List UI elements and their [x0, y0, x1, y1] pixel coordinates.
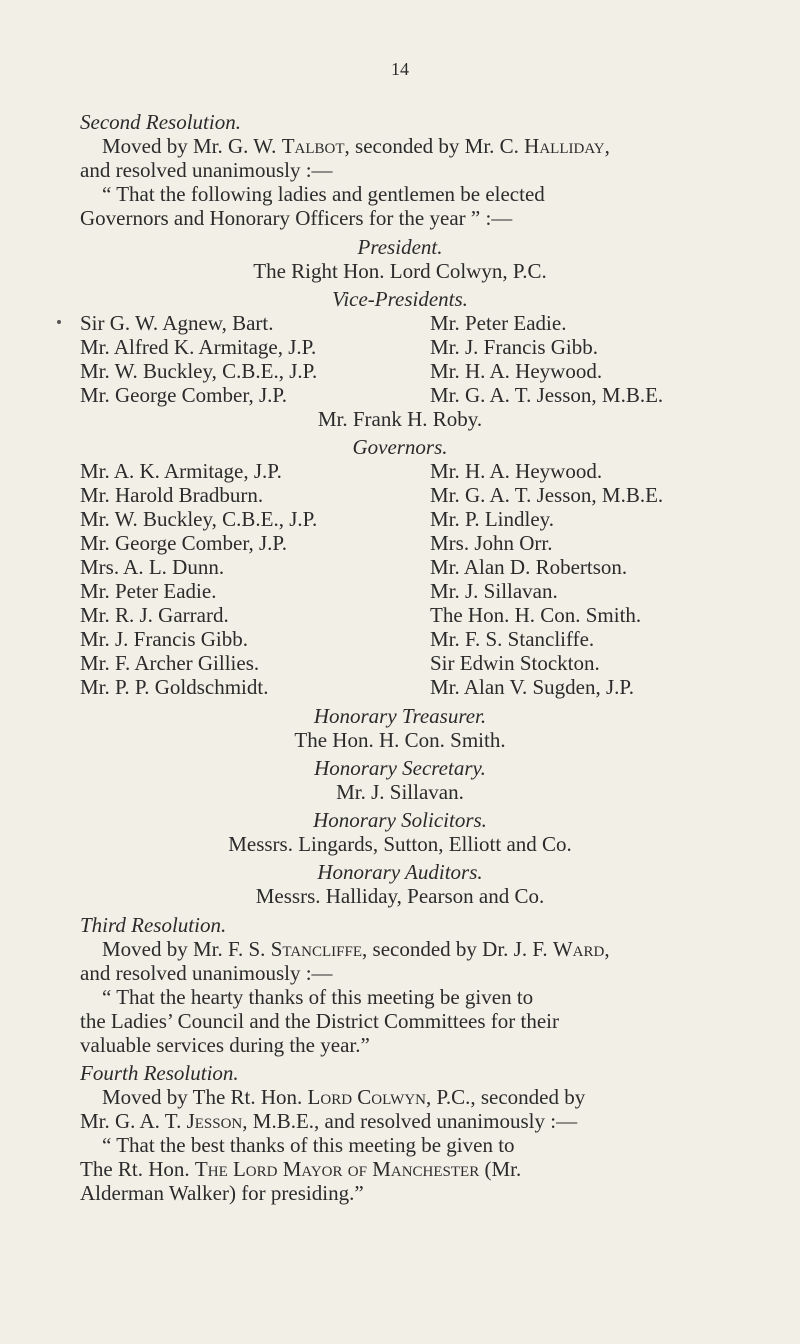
vice-president-left: Mr. George Comber, J.P.: [80, 383, 288, 407]
fourth-resolution-moved-line: Moved by The Rt. Hon. Lord Colwyn, P.C., seconded by: [102, 1085, 586, 1109]
governor-right: The Hon. H. Con. Smith.: [430, 603, 642, 627]
officer-heading: Honorary Auditors.: [317, 860, 483, 884]
officer-heading: Honorary Treasurer.: [313, 704, 487, 728]
mover-name: Stancliffe: [270, 937, 363, 961]
vice-president-right: Mr. J. Francis Gibb.: [430, 335, 598, 359]
governor-right: Mr. G. A. T. Jesson, M.B.E.: [430, 483, 664, 507]
governor-left: Mrs. A. L. Dunn.: [80, 555, 225, 579]
third-resolution-heading: Third Resolution.: [80, 913, 227, 937]
fourth-resolution-quote-line: “ That the best thanks of this meeting be given to: [102, 1133, 515, 1157]
second-resolution-resolved-line: and resolved unanimously :—: [80, 158, 333, 182]
governor-left: Mr. J. Francis Gibb.: [80, 627, 248, 651]
officer-heading: Honorary Solicitors.: [313, 808, 487, 832]
governor-left: Mr. Harold Bradburn.: [80, 483, 264, 507]
vice-president-left: Mr. W. Buckley, C.B.E., J.P.: [80, 359, 318, 383]
page-number: 14: [391, 59, 409, 79]
fourth-resolution-seconded-line: Mr. G. A. T. Jesson, M.B.E., and resolved unanimously :—: [80, 1109, 578, 1133]
governor-right: Mr. P. Lindley.: [430, 507, 555, 531]
governor-right: Mr. H. A. Heywood.: [430, 459, 603, 483]
third-resolution-quote-line: the Ladies’ Council and the District Committees for their: [80, 1009, 559, 1033]
governor-left: Mr. Peter Eadie.: [80, 579, 217, 603]
second-resolution-quote-line: “ That the following ladies and gentlemen be elected: [102, 182, 545, 206]
governor-left: Mr. A. K. Armitage, J.P.: [80, 459, 282, 483]
president-name: The Right Hon. Lord Colwyn, P.C.: [253, 259, 547, 283]
governor-left: Mr. W. Buckley, C.B.E., J.P.: [80, 507, 318, 531]
governor-right: Mr. J. Sillavan.: [430, 579, 558, 603]
governors-heading: Governors.: [352, 435, 448, 459]
second-resolution-heading: Second Resolution.: [80, 110, 241, 134]
seconder-name: Ward: [552, 937, 605, 961]
officer-name: Mr. J. Sillavan.: [336, 780, 464, 804]
governor-right: Sir Edwin Stockton.: [430, 651, 600, 675]
governor-right: Mrs. John Orr.: [430, 531, 553, 555]
governor-right: Mr. Alan V. Sugden, J.P.: [430, 675, 635, 699]
seconder-name: Jesson: [186, 1109, 243, 1133]
governor-right: Mr. F. S. Stancliffe.: [430, 627, 595, 651]
governor-left: Mr. George Comber, J.P.: [80, 531, 288, 555]
officer-heading: Honorary Secretary.: [314, 756, 486, 780]
governor-left: Mr. F. Archer Gillies.: [80, 651, 260, 675]
vice-president-left: Mr. Alfred K. Armitage, J.P.: [80, 335, 317, 359]
seconder-name: Halliday: [524, 134, 605, 158]
lord-mayor-title: The Lord Mayor of Manchester: [194, 1157, 480, 1181]
fourth-resolution-quote-line: Alderman Walker) for presiding.”: [80, 1181, 364, 1205]
second-resolution-quote-line: Governors and Honorary Officers for the year ” :—: [80, 206, 513, 230]
bullet-mark: [57, 320, 61, 324]
third-resolution-quote-line: valuable services during the year.”: [80, 1033, 370, 1057]
officer-name: Messrs. Lingards, Sutton, Elliott and Co.: [228, 832, 572, 856]
vice-president-right: Mr. G. A. T. Jesson, M.B.E.: [430, 383, 664, 407]
officer-name: Messrs. Halliday, Pearson and Co.: [255, 884, 545, 908]
fourth-resolution-quote-line: The Rt. Hon. The Lord Mayor of Manchester (Mr.: [80, 1157, 522, 1181]
president-heading: President.: [357, 235, 443, 259]
officer-name: The Hon. H. Con. Smith.: [294, 728, 506, 752]
mover-name: Talbot: [281, 134, 345, 158]
vice-president-right: Mr. Peter Eadie.: [430, 311, 567, 335]
mover-name: Lord Colwyn: [307, 1085, 426, 1109]
vice-presidents-heading: Vice-Presidents.: [332, 287, 468, 311]
vice-president-left: Sir G. W. Agnew, Bart.: [80, 311, 274, 335]
fourth-resolution-heading: Fourth Resolution.: [80, 1061, 239, 1085]
third-resolution-quote-line: “ That the hearty thanks of this meeting be given to: [102, 985, 534, 1009]
governor-right: Mr. Alan D. Robertson.: [430, 555, 628, 579]
third-resolution-resolved-line: and resolved unanimously :—: [80, 961, 333, 985]
vice-president-right: Mr. H. A. Heywood.: [430, 359, 603, 383]
vice-president-last: Mr. Frank H. Roby.: [317, 407, 483, 431]
second-resolution-moved-line: Moved by Mr. G. W. Talbot, seconded by Mr. C. Halliday,: [102, 134, 610, 158]
governor-left: Mr. P. P. Goldschmidt.: [80, 675, 269, 699]
governor-left: Mr. R. J. Garrard.: [80, 603, 229, 627]
third-resolution-moved-line: Moved by Mr. F. S. Stancliffe, seconded by Dr. J. F. Ward,: [102, 937, 610, 961]
